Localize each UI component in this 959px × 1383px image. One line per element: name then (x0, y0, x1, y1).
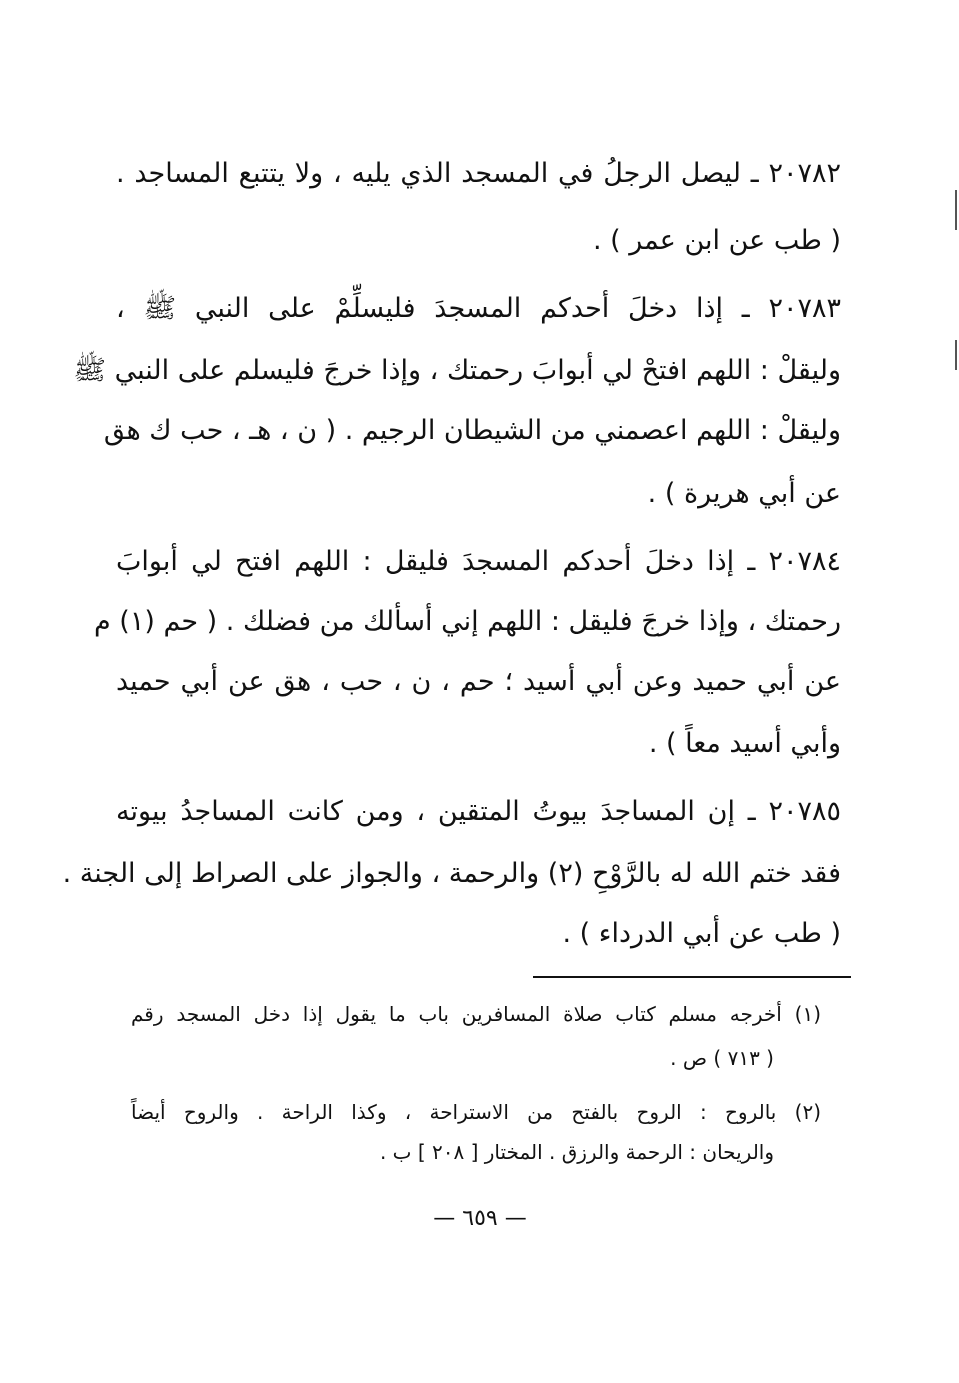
hadith-20785-line-1: ٢٠٧٨٥ ـ إن المساجدَ بيوتُ المتقين ، ومن كانت المساجدُ بيوته (116, 796, 841, 827)
scan-edge-mark (955, 340, 957, 370)
hadith-20785-line-3: ( طب عن أبي الدرداء ) . (562, 918, 841, 949)
page-number: — ٦٥٩ — (433, 1206, 527, 1231)
scan-edge-mark (955, 190, 957, 230)
hadith-20783-line-2: وليقلْ : اللهم افتحْ لي أبوابَ رحمتك ، وإذا خرجَ فليسلم على النبي ﷺ (73, 355, 841, 386)
hadith-20784-line-1: ٢٠٧٨٤ ـ إذا دخلَ أحدكم المسجدَ فليقل : اللهم افتح لي أبوابَ (116, 546, 841, 577)
hadith-20785-line-2: فقد ختم الله له بالرَّوْحِ (٢) والرحمة ، والجواز على الصراط إلى الجنة . (62, 858, 841, 889)
footnote-2-line-1: (٢) بالروح : الروح بالفتح من الاستراحة ، وكذا الراحة . والروح أيضاً (131, 1100, 821, 1124)
hadith-20783-line-4: عن أبي هريرة ) . (647, 478, 841, 509)
footnote-separator (533, 976, 851, 978)
footnote-1-line-1: (١) أخرجه مسلم كتاب صلاة المسافرين باب ما يقول إذا دخل المسجد رقم (131, 1002, 821, 1026)
hadith-20783-line-1: ٢٠٧٨٣ ـ إذا دخلَ أحدكم المسجدَ فليسلِّمْ على النبي ﷺ ، (116, 293, 841, 324)
hadith-20784-line-2: رحمتك ، وإذا خرجَ فليقل : اللهم إني أسألك من فضلك . ( حم (١) م (93, 606, 841, 637)
hadith-20783-line-3: وليقلْ : اللهم اعصمني من الشيطان الرجيم . ( ن ، هـ ، حب ك هق (103, 415, 841, 446)
hadith-20782-line-1: ٢٠٧٨٢ ـ ليصل الرجلُ في المسجد الذي يليه ، ولا يتتبع المساجد . (116, 158, 841, 189)
hadith-20784-line-4: وأبي أسيد معاً ) . (648, 728, 841, 759)
footnote-1-line-2: ( ٧١٣ ) ص . (670, 1046, 774, 1070)
hadith-20782-line-2: ( طب عن ابن عمر ) . (593, 225, 841, 256)
footnote-2-line-2: والريحان : الرحمة والرزق . المختار [ ٢٠٨ ] ب . (379, 1140, 774, 1164)
hadith-20784-line-3: عن أبي حميد وعن أبي أسيد ؛ حم ، ن ، حب ، هق عن أبي حميد (116, 666, 841, 697)
